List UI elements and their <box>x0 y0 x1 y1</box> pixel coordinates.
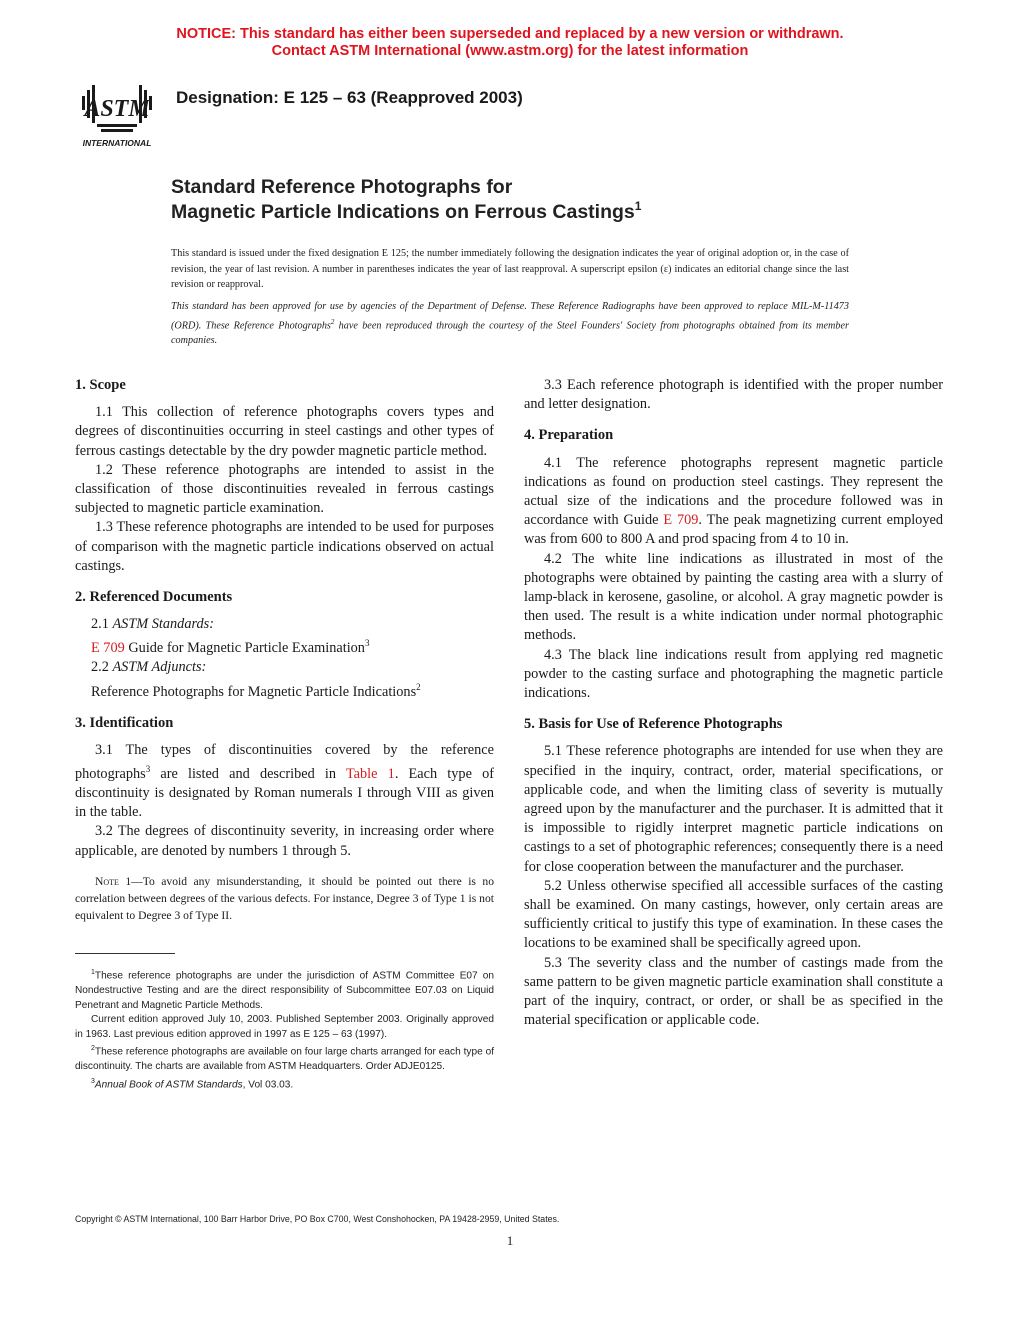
footnotes <box>75 966 494 1093</box>
section-heading-referenced-documents: 2. Referenced Documents <box>75 589 233 606</box>
designation: Designation: E 125 – 63 (Reapproved 2003) <box>176 88 523 107</box>
identification-footnote-ref[interactable]: 3 <box>145 763 151 774</box>
basis-5-3: 5.3 The severity class and the number of castings made from the same pattern to be given magnetic particle examination shall constitute a part of the inquiry, contract, or order, or shall be as specified in the material specification or applicable code. <box>524 954 943 1029</box>
ref-astm-adjuncts: 2.2 ASTM Adjuncts: <box>91 659 207 676</box>
issue-note: This standard is issued under the fixed designation E 125; the number immediately following the designation indicates the year of original adoption or, in the case of revision, the year of last revision. A number in parentheses indicates the year of last reapproval. A superscript epsilon (ε) indicates an editorial change since the last revision or reapproval. <box>171 248 849 290</box>
footnote-divider <box>75 953 175 954</box>
section-heading-identification: 3. Identification <box>75 714 174 731</box>
astm-logo-icon <box>74 76 160 150</box>
astm-logo <box>74 76 160 150</box>
e709-link[interactable]: E 709 <box>91 640 125 657</box>
adjunct-footnote-ref[interactable]: 2 <box>416 681 421 692</box>
footnote-3: $^3$Annual Book of ASTM Standards, Vol 03.03. <box>91 1077 294 1091</box>
copyright: Copyright © ASTM International, 100 Barr Harbor Drive, PO Box C700, West Conshohocken, PA 19428-2959, United States. <box>75 1214 560 1224</box>
dod-footnote-ref[interactable]: 2 <box>330 317 335 326</box>
page-number: 1 <box>506 1233 514 1248</box>
identification-3-2: 3.2 The degrees of discontinuity severity, in increasing order where applicable, are denoted by numbers 1 through 5. <box>75 823 494 859</box>
document-title <box>171 175 641 225</box>
footnote-1: $^1$These reference photographs are under the jurisdiction of ASTM Committee E07 on Nondestructive Testing and are the direct responsibility of Subcommittee E07.03 on Liquid Penetrant and Magnetic Particle Methods. <box>75 969 494 1011</box>
ref-astm-standards: 2.1 ASTM Standards: <box>91 616 214 633</box>
title-line-2: Magnetic Particle Indications on Ferrous Castings$^1$ <box>171 199 642 223</box>
scope-1-1: 1.1 This collection of reference photographs covers types and degrees of discontinuities occurring in steel castings and other types of ferrous castings detectable by the dry powder magnetic particle method. <box>75 404 494 459</box>
preparation-4-1: 4.1 The reference photographs represent magnetic particle indications as found on production steel castings. They represent the actual size of the indications and the procedure followed was in accordance with Guide E 709. The peak magnetizing current employed was from 600 to 800 A and prod spacing from 4 to 10 in. <box>524 454 943 548</box>
section-heading-basis: 5. Basis for Use of Reference Photographs <box>524 716 783 733</box>
section-heading-scope: 1. Scope <box>75 377 126 393</box>
e709-link-2[interactable]: E 709 <box>663 512 699 529</box>
identification-3-3: 3.3 Each reference photograph is identified with the proper number and letter designation. <box>524 377 943 413</box>
note-label: Note 1 <box>95 874 132 888</box>
scope-1-3: 1.3 These reference photographs are intended to be used for purposes of comparison with the magnetic particle indications observed on actual castings. <box>75 519 494 574</box>
preparation-4-2: 4.2 The white line indications as illustrated in most of the photographs were obtained by painting the casting area with a slurry of lamp-black in kerosene, gasoline, or alcohol. A gray magnetic powder is then used. The result is a white indication under normal photographic methods. <box>524 550 943 644</box>
table-1-link[interactable]: Table 1 <box>345 765 395 782</box>
right-column <box>524 376 943 1031</box>
dod-approval-note: This standard has been approved for use by agencies of the Department of Defense. These Reference Radiographs have been approved to replace MIL-M-11473 (ORD). These Reference Photographs$^2$ have been reproduced through the courtesy of the Steel Founders' Society from photographs obtained from its member companies. <box>171 301 849 347</box>
identification-3-1: 3.1 The types of discontinuities covered by the reference photographs$^3$ are listed and described in Table 1. Each type of discontinuity is designated by Roman numerals I through VIII as given in the table. <box>75 741 494 821</box>
footnote-2: $^2$These reference photographs are available on four large charts arranged for each type of discontinuity. The charts are available from ASTM Headquarters. Order ADJE0125. <box>75 1045 494 1073</box>
title-footnote-ref[interactable]: 1 <box>634 199 642 213</box>
basis-5-2: 5.2 Unless otherwise specified all accessible surfaces of the casting shall be examined. On many castings, however, only certain areas are sufficiently critical to justify this type of examination. In these cases the locations to be examined shall be specifically agreed upon. <box>524 877 943 952</box>
notice-line-1: NOTICE: This standard has either been superseded and replaced by a new version or withdrawn. <box>176 26 844 42</box>
scope-1-2: 1.2 These reference photographs are intended to assist in the classification of those discontinuities revealed in ferrous castings subjected to magnetic particle examination. <box>75 461 494 517</box>
notice-line-2: Contact ASTM International (www.astm.org) for the latest information <box>271 43 749 59</box>
logo-mark-text: ASTM <box>84 96 150 122</box>
e709-footnote-ref[interactable]: 3 <box>364 638 370 649</box>
ref-adjunct-photographs: Reference Photographs for Magnetic Particle Indications$^2$ <box>91 681 421 700</box>
ref-e709: E 709 Guide for Magnetic Particle Examination$^3$ <box>91 638 370 657</box>
basis-5-1: 5.1 These reference photographs are intended for use when they are specified in the inquiry, contract, order, material specifications, or applicable code, and when the limiting class of severity is mutually agreed upon by the manufacturer and the purchaser. It is admitted that it is impossible to rigidly interpret magnetic particle indications on castings to a set of photographic references; consequently there is a need for close cooperation between the manufacturer and the purchaser. <box>524 743 943 875</box>
footnote-1-edition: Current edition approved July 10, 2003. Published September 2003. Originally approved in 1963. Last previous edition approved in 1997 as E 125 – 63 (1997). <box>75 1014 494 1040</box>
section-heading-preparation: 4. Preparation <box>524 427 614 444</box>
withdrawal-notice <box>0 26 1020 60</box>
logo-international-label: INTERNATIONAL <box>82 138 152 148</box>
title-line-1: Standard Reference Photographs for <box>171 176 513 198</box>
note-1: Note 1—To avoid any misunderstanding, it should be pointed out there is no correlation between degrees of the various defects. For instance, Degree 3 of Type 1 is not equivalent to Degree 3 of Type II. <box>75 874 494 922</box>
preparation-4-3: 4.3 The black line indications result from applying red magnetic powder to the casting surface and photographing the magnetic particle indications. <box>524 646 943 702</box>
left-column <box>75 376 494 924</box>
